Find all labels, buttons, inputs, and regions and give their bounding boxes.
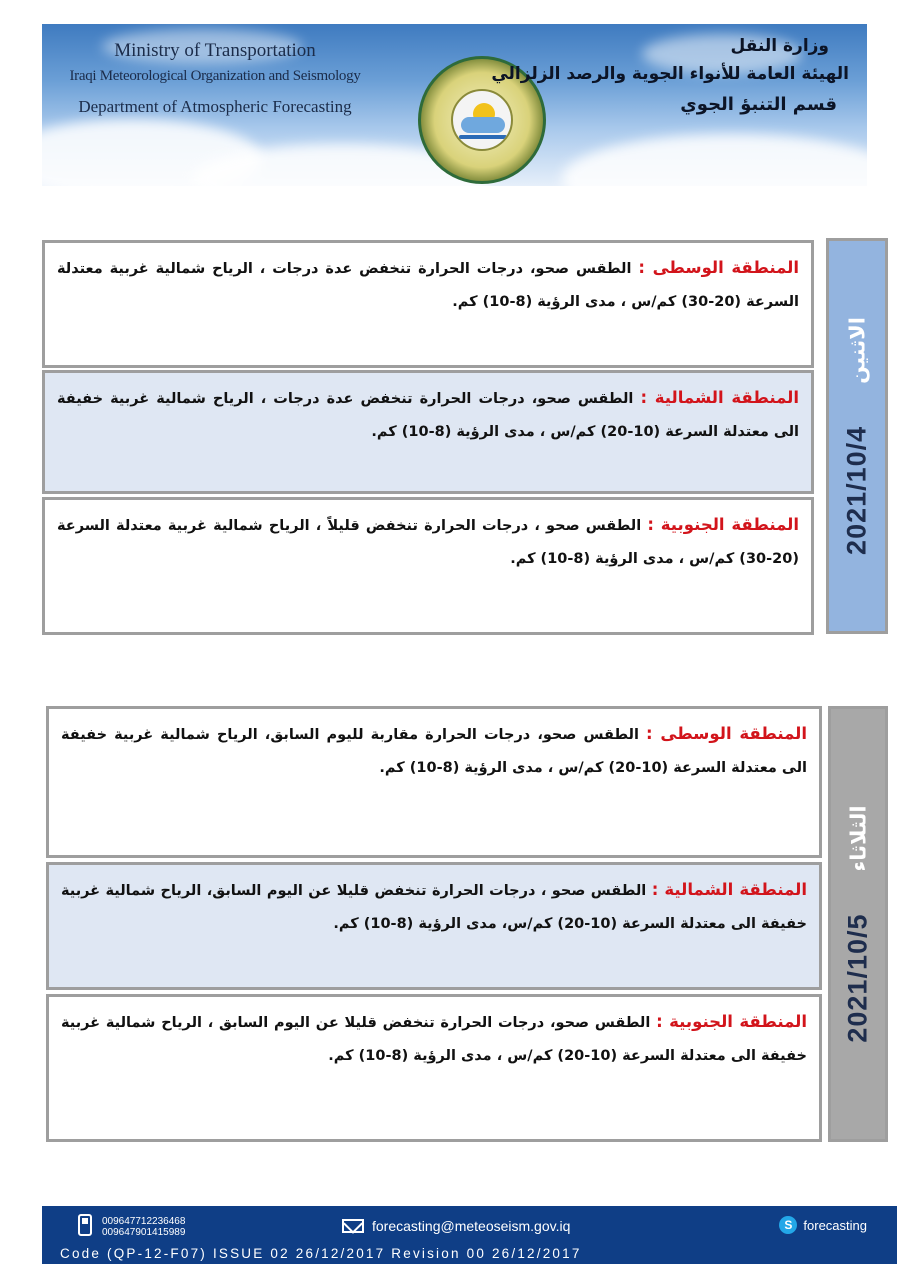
region-name: المنطقة الشمالية : [640,388,799,407]
envelope-icon [342,1219,364,1233]
organization-name-ar: الهيئة العامة للأنواء الجوية والرصد الزلزالي [491,64,849,84]
document-code: Code (QP-12-F07) ISSUE 02 26/12/2017 Revision 00 26/12/2017 [60,1246,582,1261]
forecast-date: 2021/10/4 [841,425,872,555]
region-text: الطقس صحو، درجات الحرارة تنخفض عدة درجات ، الرياح شمالية غربية معتدلة السرعة (20-30) كم/س ، مدى الرؤية (8-10) كم. [57,261,799,310]
department-name-en: Department of Atmospheric Forecasting [78,97,352,116]
date-sidebar-day1 [826,238,888,634]
region-text: الطقس صحو، درجات الحرارة مقاربة لليوم السابق، الرياح شمالية غربية خفيفة الى معتدلة السرعة (10-20) كم/س ، مدى الرؤية (8-10) كم. [61,727,807,776]
skype-contact[interactable] [779,1216,867,1234]
region-south-day1 [42,497,814,635]
email-contact[interactable] [342,1218,570,1234]
ministry-name-en: Ministry of Transportation [114,40,316,61]
region-central-day2 [46,706,822,858]
region-central-day1 [42,240,814,368]
region-name: المنطقة الجنوبية : [647,515,800,534]
organization-name-en: Iraqi Meteorological Organization and Seismology [69,68,361,84]
phone-numbers [102,1216,185,1238]
region-north-day2 [46,862,822,990]
region-south-day2 [46,994,822,1142]
region-north-day1 [42,370,814,494]
phone-icon [78,1214,92,1236]
ministry-name-ar: وزارة النقل [730,36,829,56]
region-text: الطقس صحو ، درجات الحرارة تنخفض قليلا عن اليوم السابق، الرياح شمالية غربية خفيفة الى معتدلة السرعة (10-20) كم/س، مدى الرؤية (8-10) كم. [61,883,807,932]
forecast-date: 2021/10/5 [842,913,873,1043]
email-address[interactable]: forecasting@meteoseism.gov.iq [372,1218,571,1234]
forecast-day-name: الاثنين [845,317,869,384]
region-text: الطقس صحو، درجات الحرارة تنخفض عدة درجات ، الرياح شمالية غربية خفيفة الى معتدلة السرعة (10-20) كم/س ، مدى الرؤية (8-10) كم. [57,391,799,440]
phone-number-1: 009647712236468 [102,1216,186,1227]
phone-number-2: 009647901415989 [102,1227,186,1238]
date-sidebar-day2 [828,706,888,1142]
department-name-ar: قسم التنبؤ الجوي [680,94,837,115]
region-text: الطقس صحو ، درجات الحرارة تنخفض قليلاً ، الرياح شمالية غربية معتدلة السرعة (20-30) كم/س ، مدى الرؤية (8-10) كم. [57,518,799,567]
skype-handle[interactable]: forecasting [803,1217,867,1233]
region-name: المنطقة الجنوبية : [656,1012,807,1031]
region-name: المنطقة الشمالية : [651,880,807,899]
footer-contact-bar [42,1206,897,1264]
region-name: المنطقة الوسطى : [646,724,807,743]
skype-icon: S [779,1216,797,1234]
forecast-day-name: الثلاثاء [846,805,870,872]
region-text: الطقس صحو، درجات الحرارة تنخفض قليلا عن اليوم السابق ، الرياح شمالية غربية خفيفة الى معتدلة السرعة (10-20) كم/س ، مدى الرؤية (8-10) كم. [61,1015,807,1064]
header-banner [42,24,867,186]
region-name: المنطقة الوسطى : [638,258,799,277]
